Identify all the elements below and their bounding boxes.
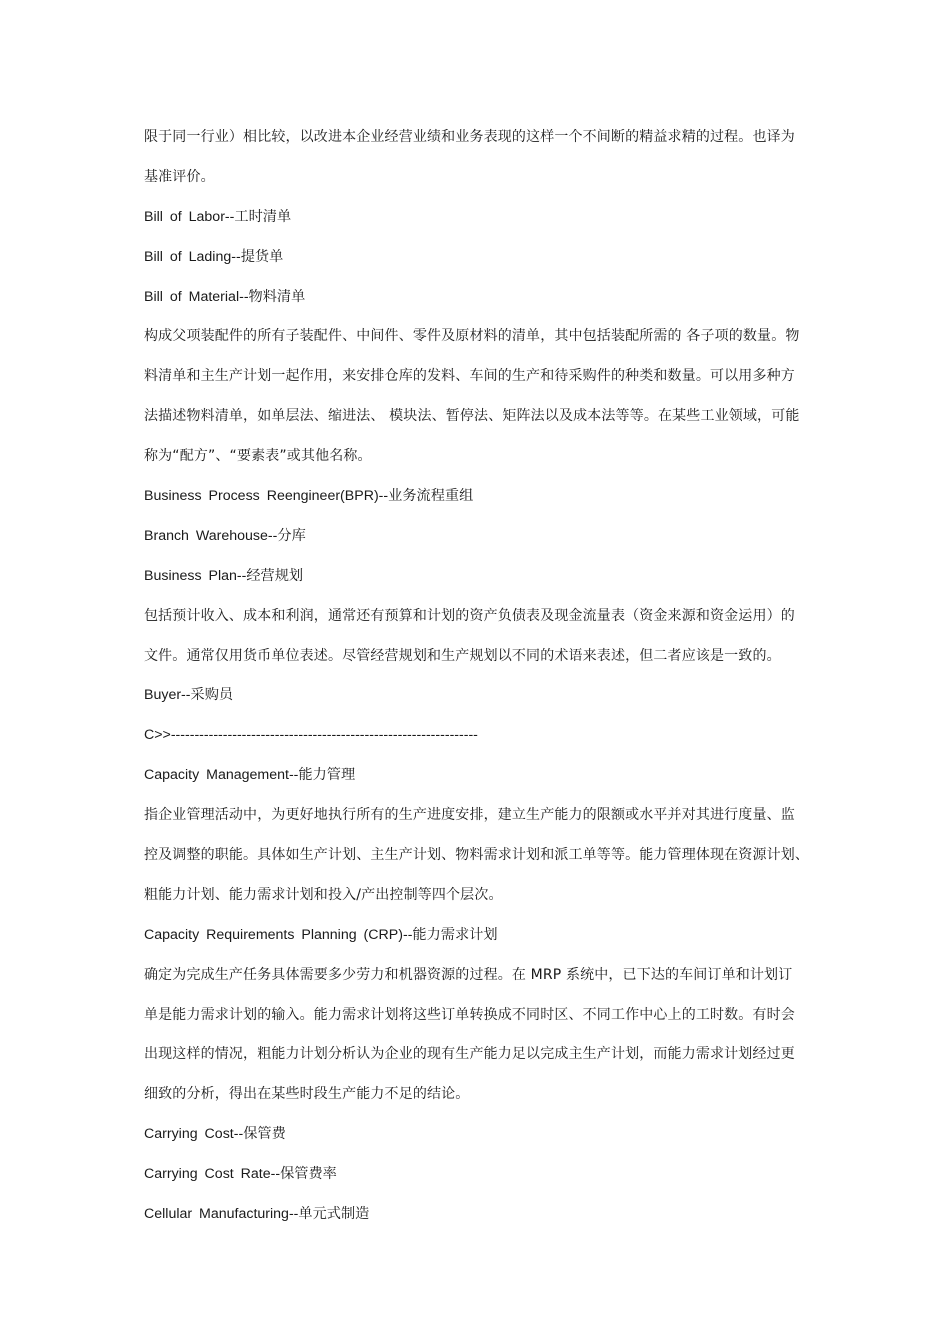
- term-chinese: 保管费: [243, 1126, 286, 1143]
- term-entry: [144, 480, 808, 520]
- term-english: Capacity Requirements Planning (CRP)--: [144, 926, 413, 943]
- term-chinese: 分库: [277, 527, 306, 544]
- term-english: Business Process Reengineer(BPR)--: [144, 488, 389, 505]
- term-entry: [144, 520, 808, 560]
- paragraph-line: 构成父项装配件的所有子装配件、中间件、零件及原材料的清单，其中包括装配所需的 各子项的数量。物: [144, 328, 800, 345]
- section-divider-text: C>>-----------------------------------------------------------------: [144, 727, 478, 744]
- term-entry: [144, 679, 808, 719]
- term-english: Carrying Cost--: [144, 1126, 244, 1143]
- term-english: Branch Warehouse--: [144, 527, 278, 544]
- term-english: Carrying Cost Rate--: [144, 1166, 281, 1183]
- term-chinese: 单元式制造: [298, 1206, 370, 1223]
- term-english: Bill of Lading--: [144, 248, 241, 265]
- term-chinese: 能力需求计划: [412, 926, 498, 943]
- term-entry: [144, 1158, 808, 1198]
- term-entry: [144, 201, 808, 241]
- paragraph-line: 控及调整的职能。具体如生产计划、主生产计划、物料需求计划和派工单等等。能力管理体现在资源计划、: [144, 847, 810, 864]
- term-english: Cellular Manufacturing--: [144, 1206, 299, 1223]
- paragraph-line: 包括预计收入、成本和利润，通常还有预算和计划的资产负债表及现金流量表（资金来源和资金运用）的: [144, 607, 795, 624]
- paragraph-line: 单是能力需求计划的输入。能力需求计划将这些订单转换成不同时区、不同工作中心上的工时数。有时会: [144, 1006, 795, 1023]
- document-body: [144, 121, 808, 1238]
- term-entry: [144, 1118, 808, 1158]
- paragraph-line: 指企业管理活动中，为更好地执行所有的生产进度安排，建立生产能力的限额或水平并对其进行度量、监: [144, 807, 795, 824]
- paragraph-line: 出现这样的情况，粗能力计划分析认为企业的现有生产能力足以完成主生产计划，而能力需求计划经过更: [144, 1046, 795, 1063]
- paragraph-line: 料清单和主生产计划一起作用，来安排仓库的发料、车间的生产和待采购件的种类和数量。可以用多种方: [144, 368, 795, 385]
- paragraph-line: 法描述物料清单，如单层法、缩进法、 模块法、暂停法、矩阵法以及成本法等等。在某些工业领域，可能: [144, 408, 800, 425]
- term-chinese: 工时清单: [234, 208, 292, 225]
- term-chinese: 物料清单: [248, 288, 306, 305]
- term-english: Bill of Labor--: [144, 208, 235, 225]
- term-entry: [144, 1198, 808, 1238]
- term-chinese: 能力管理: [298, 767, 356, 784]
- term-chinese: 提货单: [240, 248, 284, 265]
- term-chinese: 采购员: [190, 687, 234, 704]
- term-entry: [144, 241, 808, 281]
- paragraph-line: 确定为完成生产任务具体需要多少劳力和机器资源的过程。在 MRP 系统中，已下达的车间订单和计划订: [144, 966, 793, 983]
- term-entry: [144, 560, 808, 600]
- section-divider: [144, 719, 808, 759]
- term-entry: [144, 281, 808, 321]
- paragraph-line: 基准评价。: [144, 168, 215, 185]
- paragraph-line: 细致的分析，得出在某些时段生产能力不足的结论。: [144, 1086, 470, 1103]
- paragraph-line: 称为“配方”、“要素表”或其他名称。: [144, 448, 372, 465]
- paragraph-line: 粗能力计划、能力需求计划和投入/产出控制等四个层次。: [144, 886, 503, 903]
- paragraph-line: 限于同一行业）相比较，以改进本企业经营业绩和业务表现的这样一个不间断的精益求精的过程。也译为: [144, 129, 795, 145]
- term-english: Buyer--: [144, 687, 191, 704]
- term-chinese: 保管费率: [280, 1166, 337, 1183]
- paragraph-line: 文件。通常仅用货币单位表述。尽管经营规划和生产规划以不同的术语来表述，但二者应该是一致的。: [144, 647, 781, 664]
- term-chinese: 业务流程重组: [388, 488, 474, 505]
- term-english: Capacity Management--: [144, 767, 299, 784]
- term-english: Bill of Material--: [144, 288, 249, 305]
- term-chinese: 经营规划: [246, 567, 304, 584]
- term-english: Business Plan--: [144, 567, 247, 584]
- term-entry: [144, 759, 808, 799]
- term-entry: [144, 919, 808, 959]
